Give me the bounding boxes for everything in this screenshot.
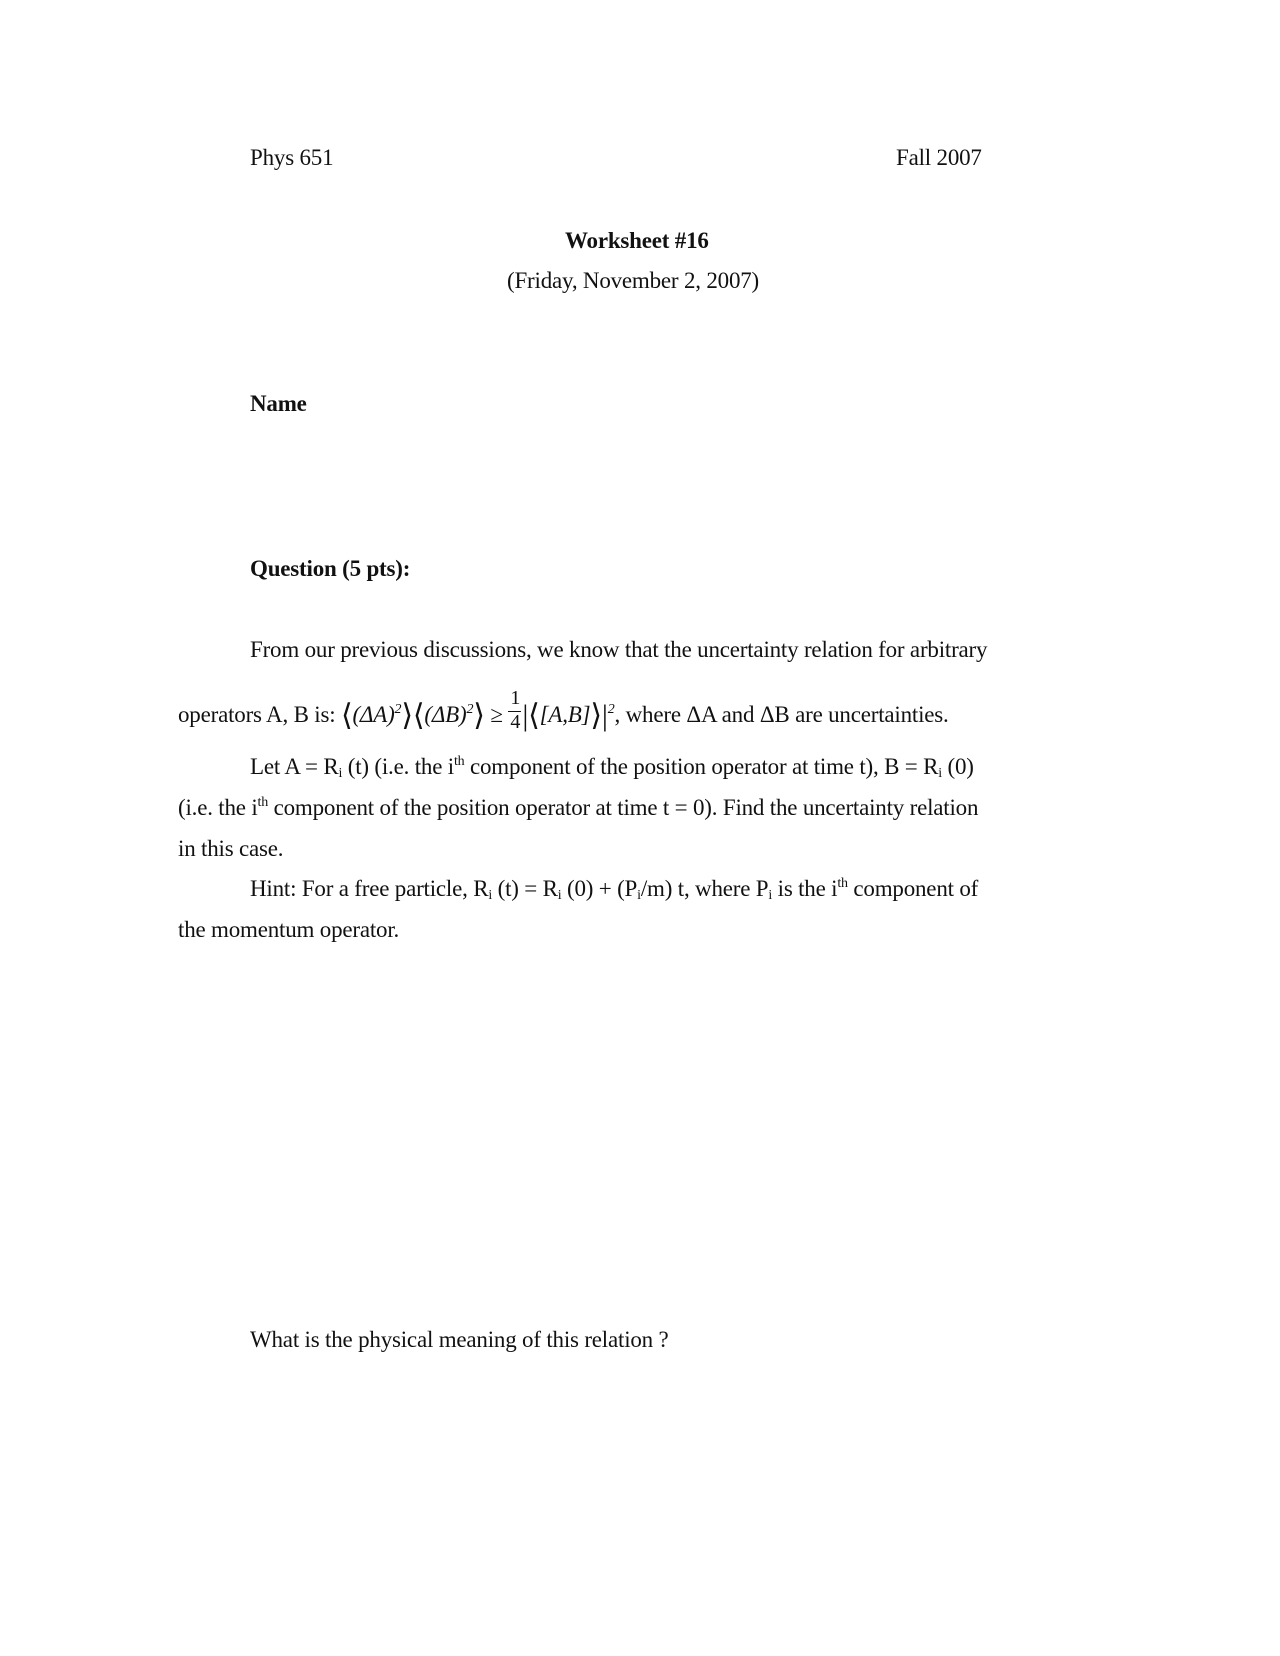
worksheet-date: (Friday, November 2, 2007) [507, 268, 760, 293]
term-label: Fall 2007 [896, 145, 982, 170]
question-heading: Question (5 pts): [250, 556, 411, 581]
question-para2-line1: Let $A = R_i$ (t) (i.e. the $i^{th}$ component of the position operator at time t), $B = R_i$ (0) [250, 754, 974, 781]
question-para1-line1: From our previous discussions, we know that the uncertainty relation for arbitrary [250, 637, 988, 662]
question-para1-line2 [178, 687, 949, 734]
hint-line2: the momentum operator. [178, 917, 400, 942]
uncertainties-text: , where ΔA and ΔB are uncertainties. [614, 702, 949, 727]
question-para2-line2: (i.e. the $i^{th}$ component of the position operator at time t = 0). Find the uncertainty relation [178, 795, 979, 820]
name-label: Name [250, 391, 307, 416]
uncertainty-formula: $⟨(\Delta A)^2⟩⟨(\Delta B)^2⟩$ ≥ $\frac{1}{4}$ $|⟨[A,B]⟩|^2$ [340, 687, 615, 733]
hint-line1: Hint: For a free particle, $R_i$ $(t) = R_i$ $(0) + (P_i/m)$ t, where $P_i$ is the $i^{th}$ component of [250, 876, 979, 903]
operators-text: operators A, B is: [178, 702, 336, 727]
fraction-one-quarter: $\frac{1}{4}$ [510, 687, 521, 733]
course-label: Phys 651 [250, 145, 334, 170]
question-para2-line3: in this case. [178, 836, 284, 861]
followup-question: What is the physical meaning of this relation ? [250, 1327, 669, 1352]
worksheet-title: Worksheet #16 [565, 228, 709, 253]
